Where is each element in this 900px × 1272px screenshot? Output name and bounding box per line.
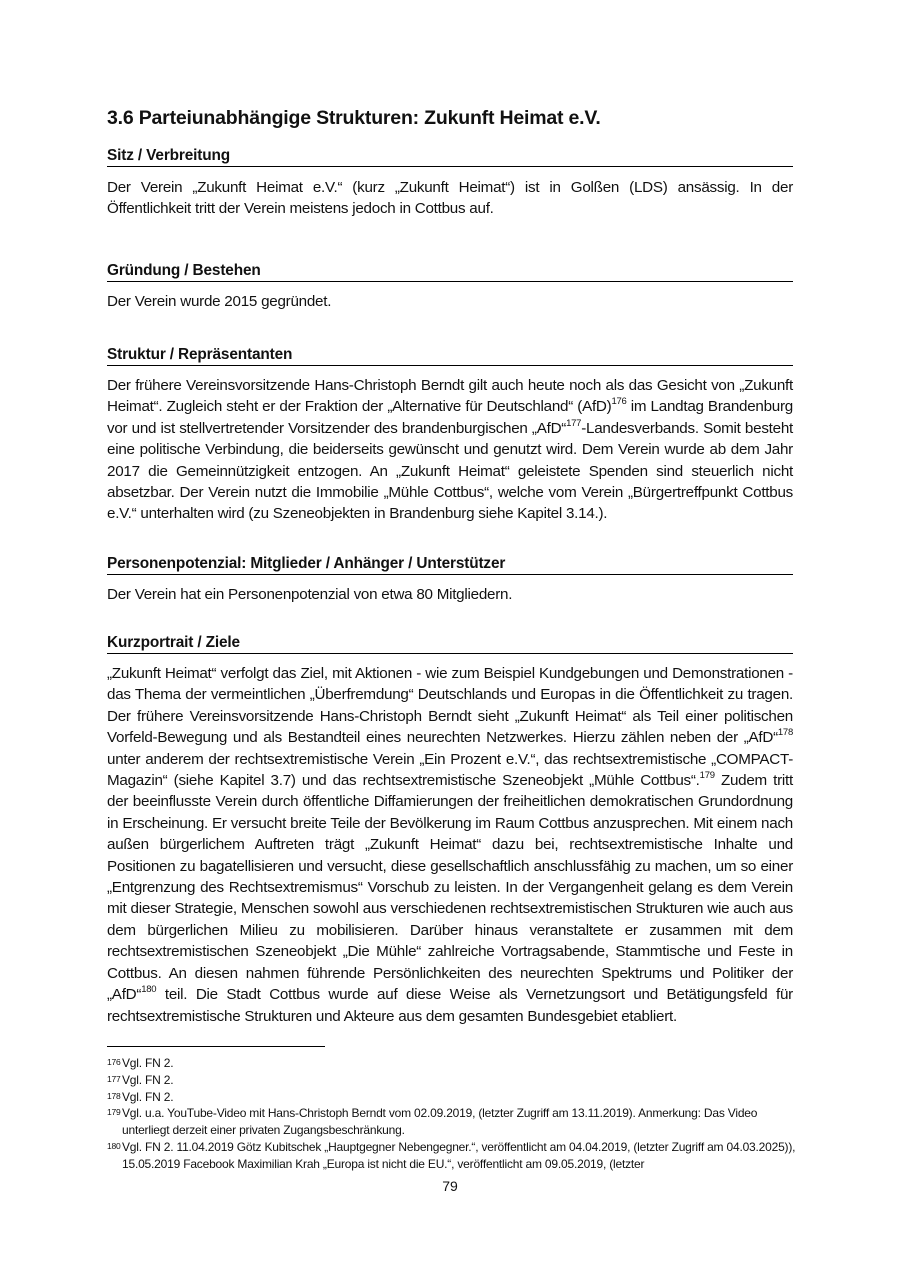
footnote-ref-177[interactable]: 177 [566, 417, 582, 429]
heading-struktur-repraesentanten: Struktur / Repräsentanten [107, 346, 793, 366]
paragraph-personenpotenzial: Der Verein hat ein Personenpotenzial von etwa 80 Mitgliedern. [107, 586, 513, 603]
footnote-number: 178 [107, 1090, 121, 1101]
footnote-number: 180 [107, 1140, 121, 1151]
heading-kurzportrait-ziele: Kurzportrait / Ziele [107, 634, 793, 654]
footnote-text: Vgl. FN 2. [122, 1072, 174, 1087]
page-number: 79 [442, 1178, 458, 1194]
paragraph-struktur-repraesentanten: Der frühere Vereinsvorsitzende Hans-Christoph Berndt gilt auch heute noch als das Gesicht von „Zukunft Heimat“. Zugleich steht er der Fraktion der „Alternative für Deutschland“ (AfD)$^{176}$ im Landtag Brandenburg vor und ist stellvertretender Vorsitzender des brandenburgischen „AfD“$^{177}$-Landesverbands. Somit besteht eine politische Verbindung, die beiderseits gewünscht und genutzt wird. Dem Verein wurde ab dem Jahr 2017 die Gemeinnützigkeit entzogen. An „Zukunft Heimat“ geleistete Spenden sind steuerlich nicht absetzbar. Der Verein nutzt die Immobilie „Mühle Cottbus“, welche vom Verein „Bürgertreffpunkt Cottbus e.V.“ unterhalten wird (zu Szeneobjekten in Brandenburg siehe Kapitel 3.14.). [107, 377, 794, 523]
footnote-176 [107, 1055, 797, 1072]
footnote-ref-180[interactable]: 180 [141, 984, 157, 996]
footnote-number: 179 [107, 1107, 121, 1118]
section-title: 3.6 Parteiunabhängige Strukturen: Zukunft Heimat e.V. [107, 107, 601, 129]
heading-gruendung-bestehen: Gründung / Bestehen [107, 262, 793, 282]
footnote-180 [107, 1139, 797, 1173]
heading-personenpotenzial: Personenpotenzial: Mitglieder / Anhänger / Unterstützer [107, 555, 793, 575]
footnote-number: 177 [107, 1073, 121, 1084]
footnotes [107, 1055, 797, 1173]
footnote-179 [107, 1105, 797, 1139]
footnote-divider [107, 1046, 325, 1047]
footnote-ref-179[interactable]: 179 [699, 769, 715, 781]
paragraph-kurzportrait-ziele: „Zukunft Heimat“ verfolgt das Ziel, mit Aktionen - wie zum Beispiel Kundgebungen und Demonstrationen - das Thema der vermeintlichen „Überfremdung“ Deutschlands und Europas in die Öffentlichkeit zu tragen. Der frühere Vereinsvorsitzende Hans-Christoph Berndt sieht „Zukunft Heimat“ als Teil einer politischen Vorfeld-Bewegung und als Bestandteil eines neurechten Netzwerkes. Hierzu zählen neben der „AfD“$^{178}$ unter anderem der rechtsextremistische Verein „Ein Prozent e.V.“, das rechtsextremistische „COMPACT-Magazin“ (siehe Kapitel 3.7) und das rechtsextremistische Szeneobjekt „Mühle Cottbus“.$^{179}$ Zudem tritt der beeinflusste Verein durch öffentliche Diffamierungen der freiheitlichen demokratischen Grundordnung in Erscheinung. Er versucht breite Teile der Bevölkerung im Raum Cottbus anzusprechen. Mit einem nach außen bürgerlichem Auftreten trägt „Zukunft Heimat“ dazu bei, rechtsextremistische Inhalte und Positionen zu bagatellisieren und versucht, diese gesellschaftlich anschlussfähig zu machen, um so einer „Entgrenzung des Rechtsextremismus“ Vorschub zu leisten. In der Vergangenheit gelang es dem Verein mit dieser Strategie, Menschen sowohl aus verschiedenen rechtsextremistischen Strukturen wie auch aus dem bürgerlichen Milieu zu mobilisieren. Darüber hinaus veranstaltete er zusammen mit dem rechtsextremistischen Szeneobjekt „Die Mühle“ zahlreiche Vortragsabende, Stammtische und Feste in Cottbus. An diesen nahmen führende Persönlichkeiten des neurechten Spektrums und Politiker der „AfD“$^{180}$ teil. Die Stadt Cottbus wurde auf diese Weise als Vernetzungsort und Betätigungsfeld für rechtsextremistische Strukturen und Akteure aus dem gesamten Bundesgebiet etabliert. [107, 665, 793, 1025]
footnote-text: Vgl. FN 2. [122, 1056, 174, 1070]
footnote-text: Vgl. FN 2. [122, 1089, 174, 1104]
footnote-178 [107, 1089, 797, 1106]
paragraph-gruendung-bestehen: Der Verein wurde 2015 gegründet. [107, 293, 332, 310]
footnote-ref-178[interactable]: 178 [777, 727, 793, 739]
footnote-text: Vgl. FN 2. 11.04.2019 Götz Kubitschek „Hauptgegner Nebengegner.“, veröffentlicht am 04.04.2019, (letzter Zugriff am 04.03.2025)), 15.05.2019 Facebook Maximilian Krah „Europa ist nicht die EU.“, veröffentlicht am 09.05.2019, (letzter [122, 1139, 796, 1171]
footnote-text: Vgl. u.a. YouTube-Video mit Hans-Christoph Berndt vom 02.09.2019, (letzter Zugriff am 13.11.2019). Anmerkung: Das Video unterliegt derzeit einer privaten Zugangsbeschränkung. [122, 1106, 758, 1138]
footnote-number: 176 [107, 1057, 121, 1067]
footnote-177 [107, 1072, 797, 1089]
paragraph-sitz-verbreitung: Der Verein „Zukunft Heimat e.V.“ (kurz „Zukunft Heimat“) ist in Golßen (LDS) ansässig. In der Öffentlichkeit tritt der Verein meistens jedoch in Cottbus auf. [107, 179, 793, 218]
heading-sitz-verbreitung: Sitz / Verbreitung [107, 147, 793, 167]
footnote-ref-176[interactable]: 176 [611, 396, 627, 408]
